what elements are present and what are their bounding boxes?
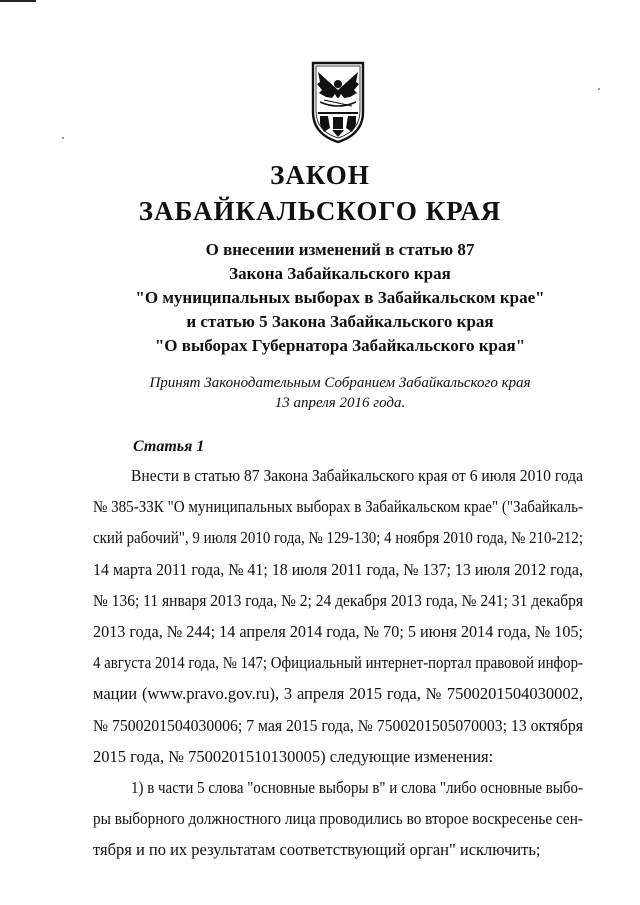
scan-speck <box>598 88 600 90</box>
article-heading: Статья 1 <box>133 438 205 455</box>
paragraph-line: 14 марта 2011 года, № 41; 18 июля 2011 года, № 137; 13 июля 2012 года, <box>93 559 583 579</box>
coat-of-arms-emblem <box>310 60 366 144</box>
adoption-date: 13 апреля 2016 года. <box>274 395 406 411</box>
paragraph-line: № 136; 11 января 2013 года, № 2; 24 декабря 2013 года, № 241; 31 декабря <box>93 590 584 610</box>
subtitle-line: Закона Забайкальского края <box>229 264 451 283</box>
article-body <box>93 460 583 865</box>
scan-speck <box>62 137 64 139</box>
scan-corner-mark <box>0 0 36 2</box>
subtitle-line: О внесении изменений в статью 87 <box>205 240 475 259</box>
paragraph-line: тября и по их результатам соответствующий орган" исключить; <box>93 840 541 860</box>
paragraph-line: 2013 года, № 244; 14 апреля 2014 года, № 70; 5 июня 2014 года, № 105; <box>93 621 584 641</box>
subtitle-line: "О выборах Губернатора Забайкальского края" <box>154 336 526 355</box>
paragraph-line: мации (www.pravo.gov.ru), 3 апреля 2015 года, № 7500201504030002, <box>93 684 583 704</box>
adoption-line: Принят Законодательным Собранием Забайкальского края <box>149 375 531 391</box>
paragraph-line: 1) в части 5 слова "основные выборы в" и слова "либо основные выбо- <box>131 777 583 797</box>
adoption-note <box>60 373 620 413</box>
subtitle-line: "О муниципальных выборах в Забайкальском крае" <box>135 288 545 307</box>
law-region-title: ЗАБАЙКАЛЬСКОГО КРАЯ <box>138 196 502 226</box>
paragraph-line: 2015 года, № 7500201510130005) следующие изменения: <box>93 746 494 766</box>
paragraph-line: 4 августа 2014 года, № 147; Официальный интернет-портал правовой инфор- <box>93 653 583 673</box>
paragraph-line: ры выборного должностного лица проводились во второе воскресенье сен- <box>93 809 584 829</box>
law-title: ЗАКОН <box>270 160 370 190</box>
paragraph-line: ский рабочий", 9 июля 2010 года, № 129-130; 4 ноября 2010 года, № 210-212; <box>93 528 584 548</box>
paragraph-line: № 385-ЗЗК "О муниципальных выборах в Забайкальском крае" ("Забайкаль- <box>93 497 583 517</box>
paragraph-line: Внести в статью 87 Закона Забайкальского края от 6 июля 2010 года <box>131 466 583 485</box>
paragraph-line: № 7500201504030006; 7 мая 2015 года, № 7500201505070003; 13 октября <box>93 715 583 735</box>
subtitle-line: и статью 5 Закона Забайкальского края <box>186 312 494 331</box>
law-subtitle <box>60 238 620 358</box>
